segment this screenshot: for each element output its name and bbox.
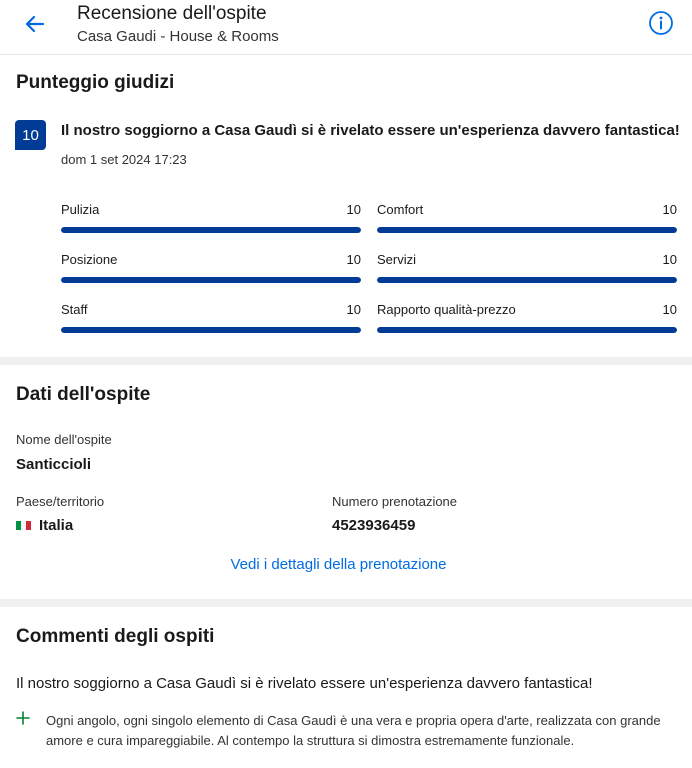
- score-category: [61, 302, 361, 338]
- review-date: dom 1 set 2024 17:23: [61, 152, 187, 167]
- country-label: Paese/territorio: [16, 494, 105, 509]
- category-label: Servizi: [377, 252, 417, 267]
- guest-name: Santiccioli: [16, 456, 92, 473]
- score-bar-fill: [61, 277, 361, 283]
- top-app-bar: [0, 0, 692, 55]
- plus-icon: [15, 710, 31, 726]
- category-label: Posizione: [61, 252, 118, 267]
- category-value: 10: [346, 202, 361, 217]
- score-category: [377, 252, 677, 288]
- info-button[interactable]: [648, 10, 674, 36]
- review-title: Il nostro soggiorno a Casa Gaudì si è rivelato essere un'esperienza davvero fantastica!: [61, 122, 680, 139]
- guest-section-title: Dati dell'ospite: [16, 384, 151, 405]
- category-value: 10: [662, 202, 677, 217]
- category-value: 10: [346, 302, 361, 317]
- score-bar: [377, 327, 677, 333]
- info-circle-icon: [648, 10, 674, 36]
- booking-number: 4523936459: [332, 517, 416, 534]
- arrow-left-icon: [25, 14, 45, 34]
- category-value: 10: [346, 252, 361, 267]
- score-bar-fill: [377, 277, 677, 283]
- score-bar: [61, 227, 361, 233]
- comments-section-title: Commenti degli ospiti: [16, 626, 215, 647]
- score-bar-fill: [377, 327, 677, 333]
- guest-name-label: Nome dell'ospite: [16, 432, 112, 447]
- section-divider: [0, 357, 692, 365]
- positive-comment: Ogni angolo, ogni singolo elemento di Casa Gaudì è una vera e propria opera d'arte, realizzata con grande amore e cura impareggiabile. Al contempo la struttura si dimostra estremamente funzionale.: [46, 713, 661, 748]
- category-value: 10: [662, 302, 677, 317]
- score-bar: [377, 227, 677, 233]
- page-title: Recensione dell'ospite: [77, 3, 267, 24]
- scores-section-title: Punteggio giudizi: [16, 72, 175, 93]
- score-category: [377, 202, 677, 238]
- score-bar: [61, 327, 361, 333]
- back-button[interactable]: [20, 10, 50, 38]
- booking-details-link[interactable]: Vedi i dettagli della prenotazione: [230, 556, 447, 573]
- italy-flag-icon: [16, 521, 31, 530]
- category-label: Pulizia: [61, 202, 100, 217]
- score-bar-fill: [377, 227, 677, 233]
- score-category: [61, 202, 361, 238]
- score-bar-fill: [61, 227, 361, 233]
- property-name: Casa Gaudi - House & Rooms: [77, 28, 279, 45]
- category-label: Staff: [61, 302, 88, 317]
- overall-score-badge: 10: [15, 120, 46, 150]
- guest-country: Italia: [39, 517, 74, 534]
- score-category: [61, 252, 361, 288]
- category-value: 10: [662, 252, 677, 267]
- section-divider: [0, 599, 692, 607]
- score-bar: [377, 277, 677, 283]
- score-bar: [61, 277, 361, 283]
- score-category: [377, 302, 677, 338]
- category-label: Comfort: [377, 202, 424, 217]
- score-bar-fill: [61, 327, 361, 333]
- booking-number-label: Numero prenotazione: [332, 494, 458, 509]
- comment-title: Il nostro soggiorno a Casa Gaudì si è rivelato essere un'esperienza davvero fantastica!: [16, 675, 593, 692]
- category-label: Rapporto qualità-prezzo: [377, 302, 516, 317]
